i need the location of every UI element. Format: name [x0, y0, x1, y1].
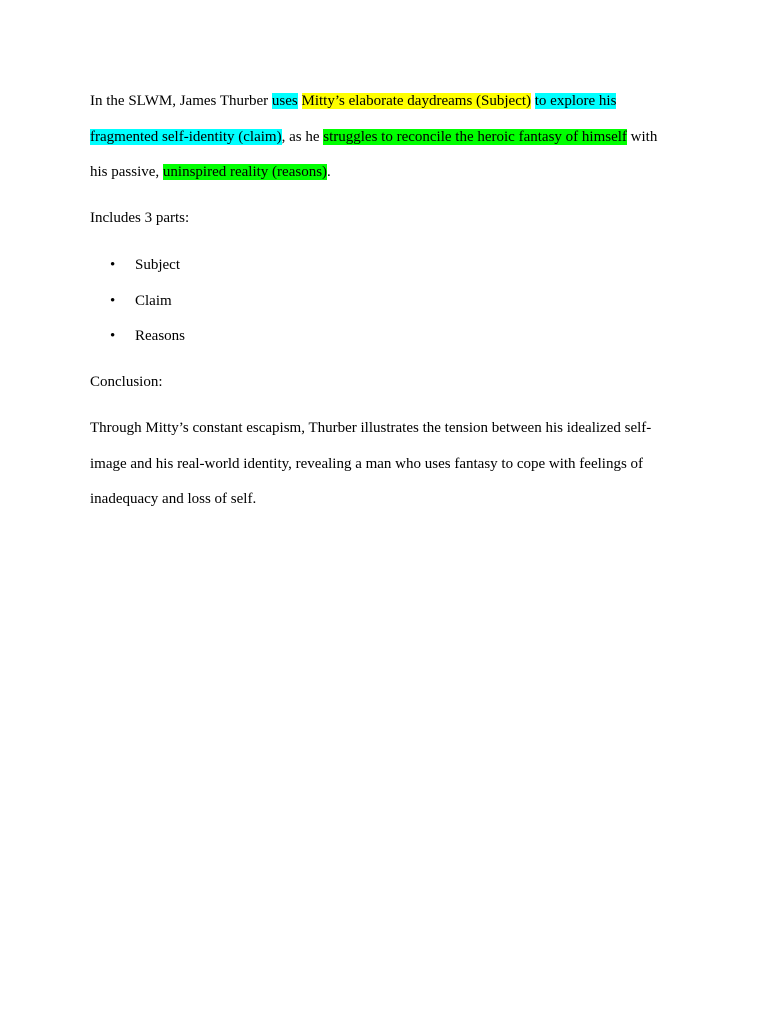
bullet-icon: • [110, 292, 116, 309]
thesis-text: , as he [281, 128, 324, 145]
thesis-paragraph [90, 84, 670, 191]
thesis-text: . [327, 164, 331, 180]
list-item-label: Claim [135, 292, 172, 309]
list-item [90, 319, 185, 355]
highlight-uses: uses [271, 93, 298, 109]
bullet-icon: • [110, 328, 116, 344]
thesis-space [298, 93, 302, 109]
highlight-reasons: uninspired reality (reasons) [162, 164, 328, 180]
includes-label: Includes 3 parts: [90, 210, 190, 226]
list-item-label: Reasons [135, 328, 185, 344]
thesis-text: with his passive, [90, 128, 658, 180]
highlight-subject: Mitty’s elaborate daydreams (Subject) [301, 93, 532, 109]
highlight-struggles: struggles to reconcile the heroic fantasy of himself [323, 128, 627, 145]
conclusion-paragraph: Through Mitty’s constant escapism, Thurber illustrates the tension between his idealized self-image and his real-world identity, revealing a man who uses fantasy to cope with feelings of inadequacy and loss of self. [90, 420, 652, 507]
conclusion-label: Conclusion: [90, 374, 163, 390]
highlight-claim: to explore his fragmented self-identity (claim) [90, 93, 617, 145]
list-item [90, 284, 185, 320]
parts-list [90, 248, 185, 355]
list-item [90, 248, 185, 284]
bullet-icon: • [110, 257, 116, 273]
list-item-label: Subject [135, 257, 180, 273]
thesis-text: In the SLWM, James Thurber [90, 93, 272, 109]
